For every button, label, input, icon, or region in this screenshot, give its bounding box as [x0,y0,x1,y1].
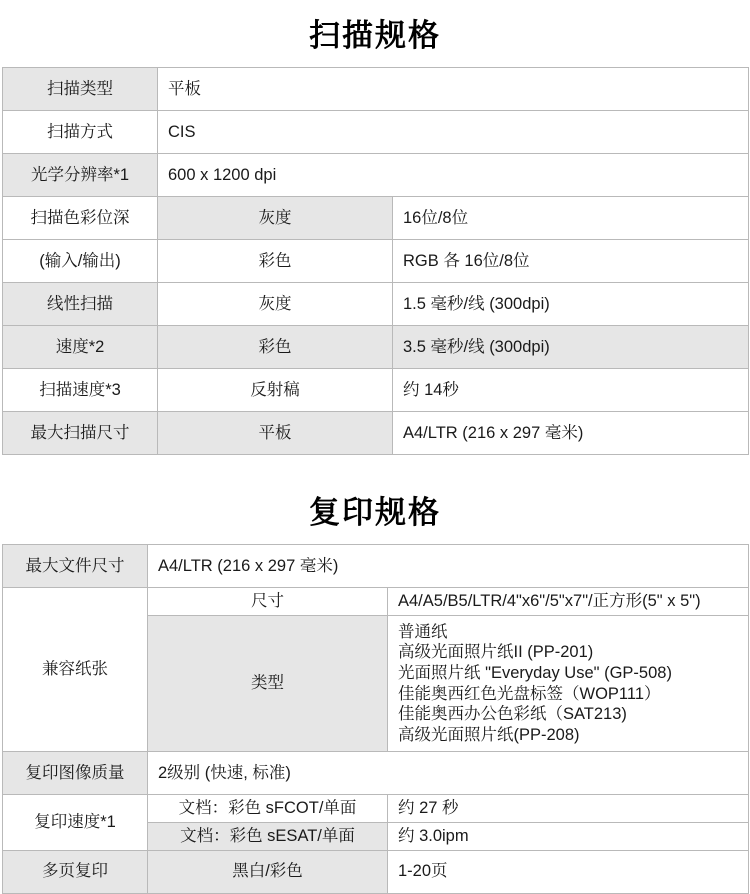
row-value: RGB 各 16位/8位 [393,240,749,283]
row-value: 16位/8位 [393,197,749,240]
list-item: 佳能奥西办公色彩纸（SAT213) [398,705,627,724]
row-label: 最大文件尺寸 [3,545,148,588]
row-sublabel: 灰度 [158,197,393,240]
row-label: 多页复印 [3,850,148,893]
row-label: 速度*2 [3,326,158,369]
row-sublabel: 黑白/彩色 [148,850,388,893]
table-row [3,369,749,412]
row-value: 平板 [158,68,749,111]
row-value: 1-20页 [388,850,749,893]
row-value: CIS [158,111,749,154]
row-sublabel: 平板 [158,412,393,455]
table-row [3,588,749,616]
section-divider [0,455,750,473]
table-row [3,283,749,326]
row-sublabel: 反射稿 [158,369,393,412]
row-value: 约 27 秒 [388,795,749,823]
row-label: 线性扫描 [3,283,158,326]
list-item: 光面照片纸 "Everyday Use" (GP-508) [398,663,672,682]
table-row [3,752,749,795]
row-label: 兼容纸张 [3,588,148,752]
page-title-copy: 复印规格 [309,495,441,530]
row-sublabel: 彩色 [158,326,393,369]
table-row [3,111,749,154]
row-label: 复印图像质量 [3,752,148,795]
scan-spec-table [2,67,749,455]
table-row [3,850,749,893]
copy-spec-table [2,544,749,894]
table-row [3,197,749,240]
row-value: 600 x 1200 dpi [158,154,749,197]
row-label: 最大扫描尺寸 [3,412,158,455]
table-row [3,545,749,588]
row-label: (输入/输出) [3,240,158,283]
list-item: 高级光面照片纸(PP-208) [398,725,580,744]
row-label: 扫描类型 [3,68,158,111]
list-item: 佳能奥西红色光盘标签（WOP111） [398,684,661,703]
row-label: 复印速度*1 [3,795,148,850]
row-value: 约 14秒 [393,369,749,412]
paper-type-list [388,615,749,752]
row-sublabel: 文档：彩色 sFCOT/单面 [148,795,388,823]
table-row [3,412,749,455]
row-sublabel: 彩色 [158,240,393,283]
row-label: 扫描速度*3 [3,369,158,412]
page-title-scan: 扫描规格 [309,18,441,53]
row-value: 2级别 (快速, 标准) [148,752,749,795]
row-label: 扫描色彩位深 [3,197,158,240]
row-value: 约 3.0ipm [388,823,749,851]
list-item: 高级光面照片纸II (PP-201) [398,643,594,662]
table-row [3,68,749,111]
row-value: 3.5 毫秒/线 (300dpi) [393,326,749,369]
row-label: 光学分辨率*1 [3,154,158,197]
table-row [3,795,749,823]
row-sublabel: 文档：彩色 sESAT/单面 [148,823,388,851]
table-row [3,240,749,283]
table-row [3,154,749,197]
row-label: 扫描方式 [3,111,158,154]
row-sublabel: 灰度 [158,283,393,326]
row-value: A4/LTR (216 x 297 毫米) [148,545,749,588]
table-row [3,326,749,369]
row-sublabel: 尺寸 [148,588,388,616]
list-item: 普通纸 [398,622,448,641]
row-value: A4/A5/B5/LTR/4"x6"/5"x7"/正方形(5" x 5") [388,588,749,616]
row-sublabel: 类型 [148,615,388,752]
row-value: 1.5 毫秒/线 (300dpi) [393,283,749,326]
row-value: A4/LTR (216 x 297 毫米) [393,412,749,455]
